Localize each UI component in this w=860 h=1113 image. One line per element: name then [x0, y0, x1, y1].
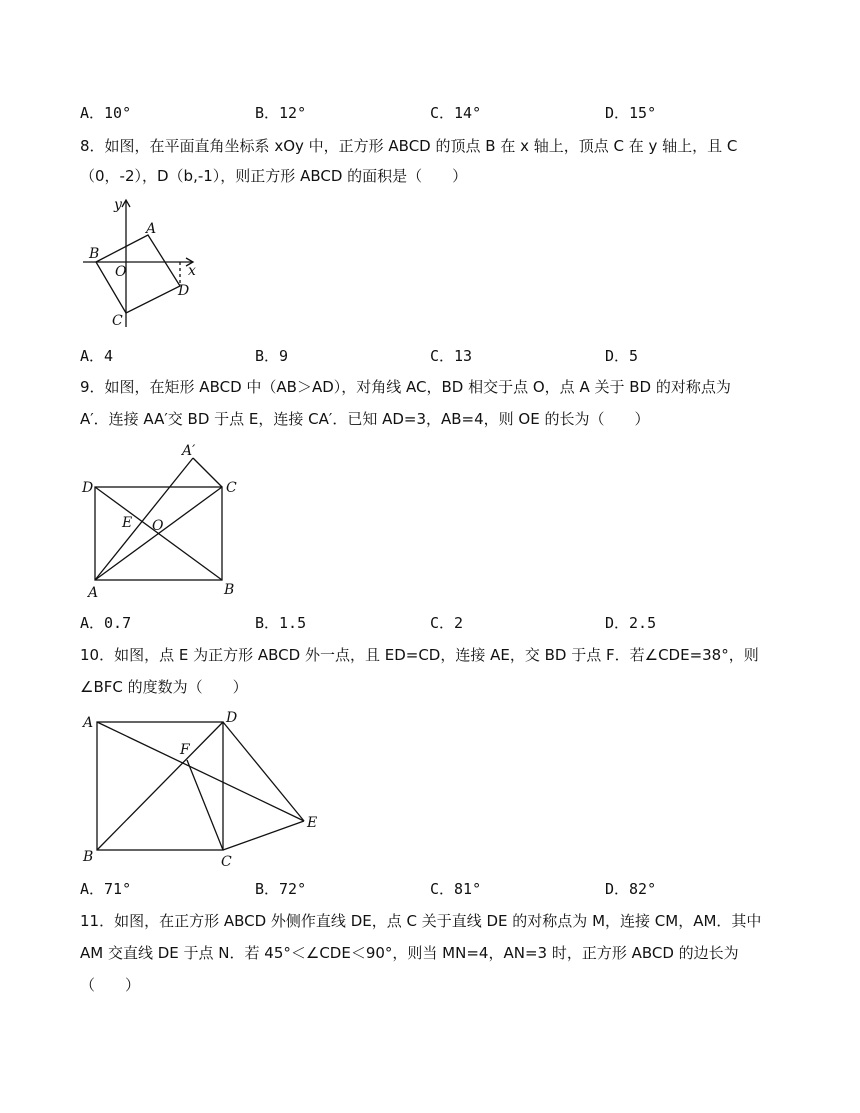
q8-option-b: B．9	[255, 347, 289, 365]
q10-label-e: E	[307, 815, 318, 831]
q9-stem-line1: 9．如图，在矩形 ABCD 中（AB＞AD），对角线 AC，BD 相交于点 O，点 A 关于 BD 的对称点为	[80, 378, 731, 396]
q9-label-e: E	[122, 515, 133, 531]
q9-option-c: C．2	[430, 614, 464, 632]
q10-option-b: B．72°	[255, 880, 307, 898]
q8-label-c: C	[112, 313, 123, 329]
q10-segment-ae	[97, 722, 304, 821]
q9-options	[80, 612, 780, 632]
q10-label-f: F	[180, 742, 190, 758]
q8-label-x: x	[188, 263, 196, 279]
q8-square	[96, 235, 180, 313]
q8-label-o: O	[115, 264, 127, 280]
q9-segment-cap	[193, 458, 222, 487]
q9-option-b: B．1.5	[255, 614, 307, 632]
q10-stem-line1: 10．如图，点 E 为正方形 ABCD 外一点，且 ED=CD，连接 AE，交 BD 于点 F．若∠CDE=38°，则	[80, 646, 759, 664]
q10-label-c: C	[221, 854, 232, 870]
q8-stem-line2: （0，-2），D（b,-1），则正方形 ABCD 的面积是（ ）	[80, 167, 468, 185]
q9-option-d: D．2.5	[605, 614, 657, 632]
q10-option-c: C．81°	[430, 880, 482, 898]
q8-option-d: D．5	[605, 347, 639, 365]
q8-label-d: D	[178, 283, 190, 299]
q7-option-a: A．10°	[80, 104, 132, 122]
q8-label-y: y	[114, 197, 122, 213]
q9-label-o: O	[152, 518, 164, 534]
q10-figure	[80, 708, 330, 870]
q9-label-d: D	[82, 480, 94, 496]
q10-segment-ce	[223, 821, 304, 850]
q10-diagonal-bd	[97, 722, 223, 850]
q8-option-c: C．13	[430, 347, 473, 365]
q8-stem-line1: 8．如图，在平面直角坐标系 xOy 中，正方形 ABCD 的顶点 B 在 x 轴上，顶点 C 在 y 轴上，且 C	[80, 137, 738, 155]
q8-label-b: B	[89, 246, 100, 262]
q9-label-ap: A′	[182, 443, 196, 459]
q9-label-b: B	[224, 582, 235, 598]
q8-options	[80, 345, 780, 365]
q9-stem-line2: A′．连接 AA′交 BD 于点 E，连接 CA′．已知 AD=3，AB=4，则 OE 的长为（ ）	[80, 410, 650, 428]
q7-option-c: C．14°	[430, 104, 482, 122]
q8-option-a: A．4	[80, 347, 114, 365]
q11-stem-line2: AM 交直线 DE 于点 N．若 45°＜∠CDE＜90°，则当 MN=4，AN=3 时，正方形 ABCD 的边长为	[80, 944, 739, 962]
q11-stem-line1: 11．如图，在正方形 ABCD 外侧作直线 DE，点 C 关于直线 DE 的对称点为 M，连接 CM，AM．其中	[80, 912, 762, 930]
q10-option-d: D．82°	[605, 880, 657, 898]
q8-label-a: A	[146, 221, 157, 237]
q10-label-d: D	[226, 710, 238, 726]
q10-segment-de	[223, 722, 304, 821]
q10-option-a: A．71°	[80, 880, 132, 898]
q10-options	[80, 878, 780, 898]
q7-option-b: B．12°	[255, 104, 307, 122]
q11-stem-line3: （ ）	[80, 976, 141, 994]
q9-option-a: A．0.7	[80, 614, 132, 632]
q9-figure	[80, 440, 250, 605]
q9-label-c: C	[226, 480, 237, 496]
q10-label-a: A	[83, 715, 94, 731]
q8-figure	[80, 195, 210, 335]
q9-label-a: A	[88, 585, 99, 601]
q7-option-d: D．15°	[605, 104, 657, 122]
q7-options	[80, 102, 780, 122]
q10-stem-line2: ∠BFC 的度数为（ ）	[80, 678, 248, 696]
q10-label-b: B	[83, 849, 94, 865]
